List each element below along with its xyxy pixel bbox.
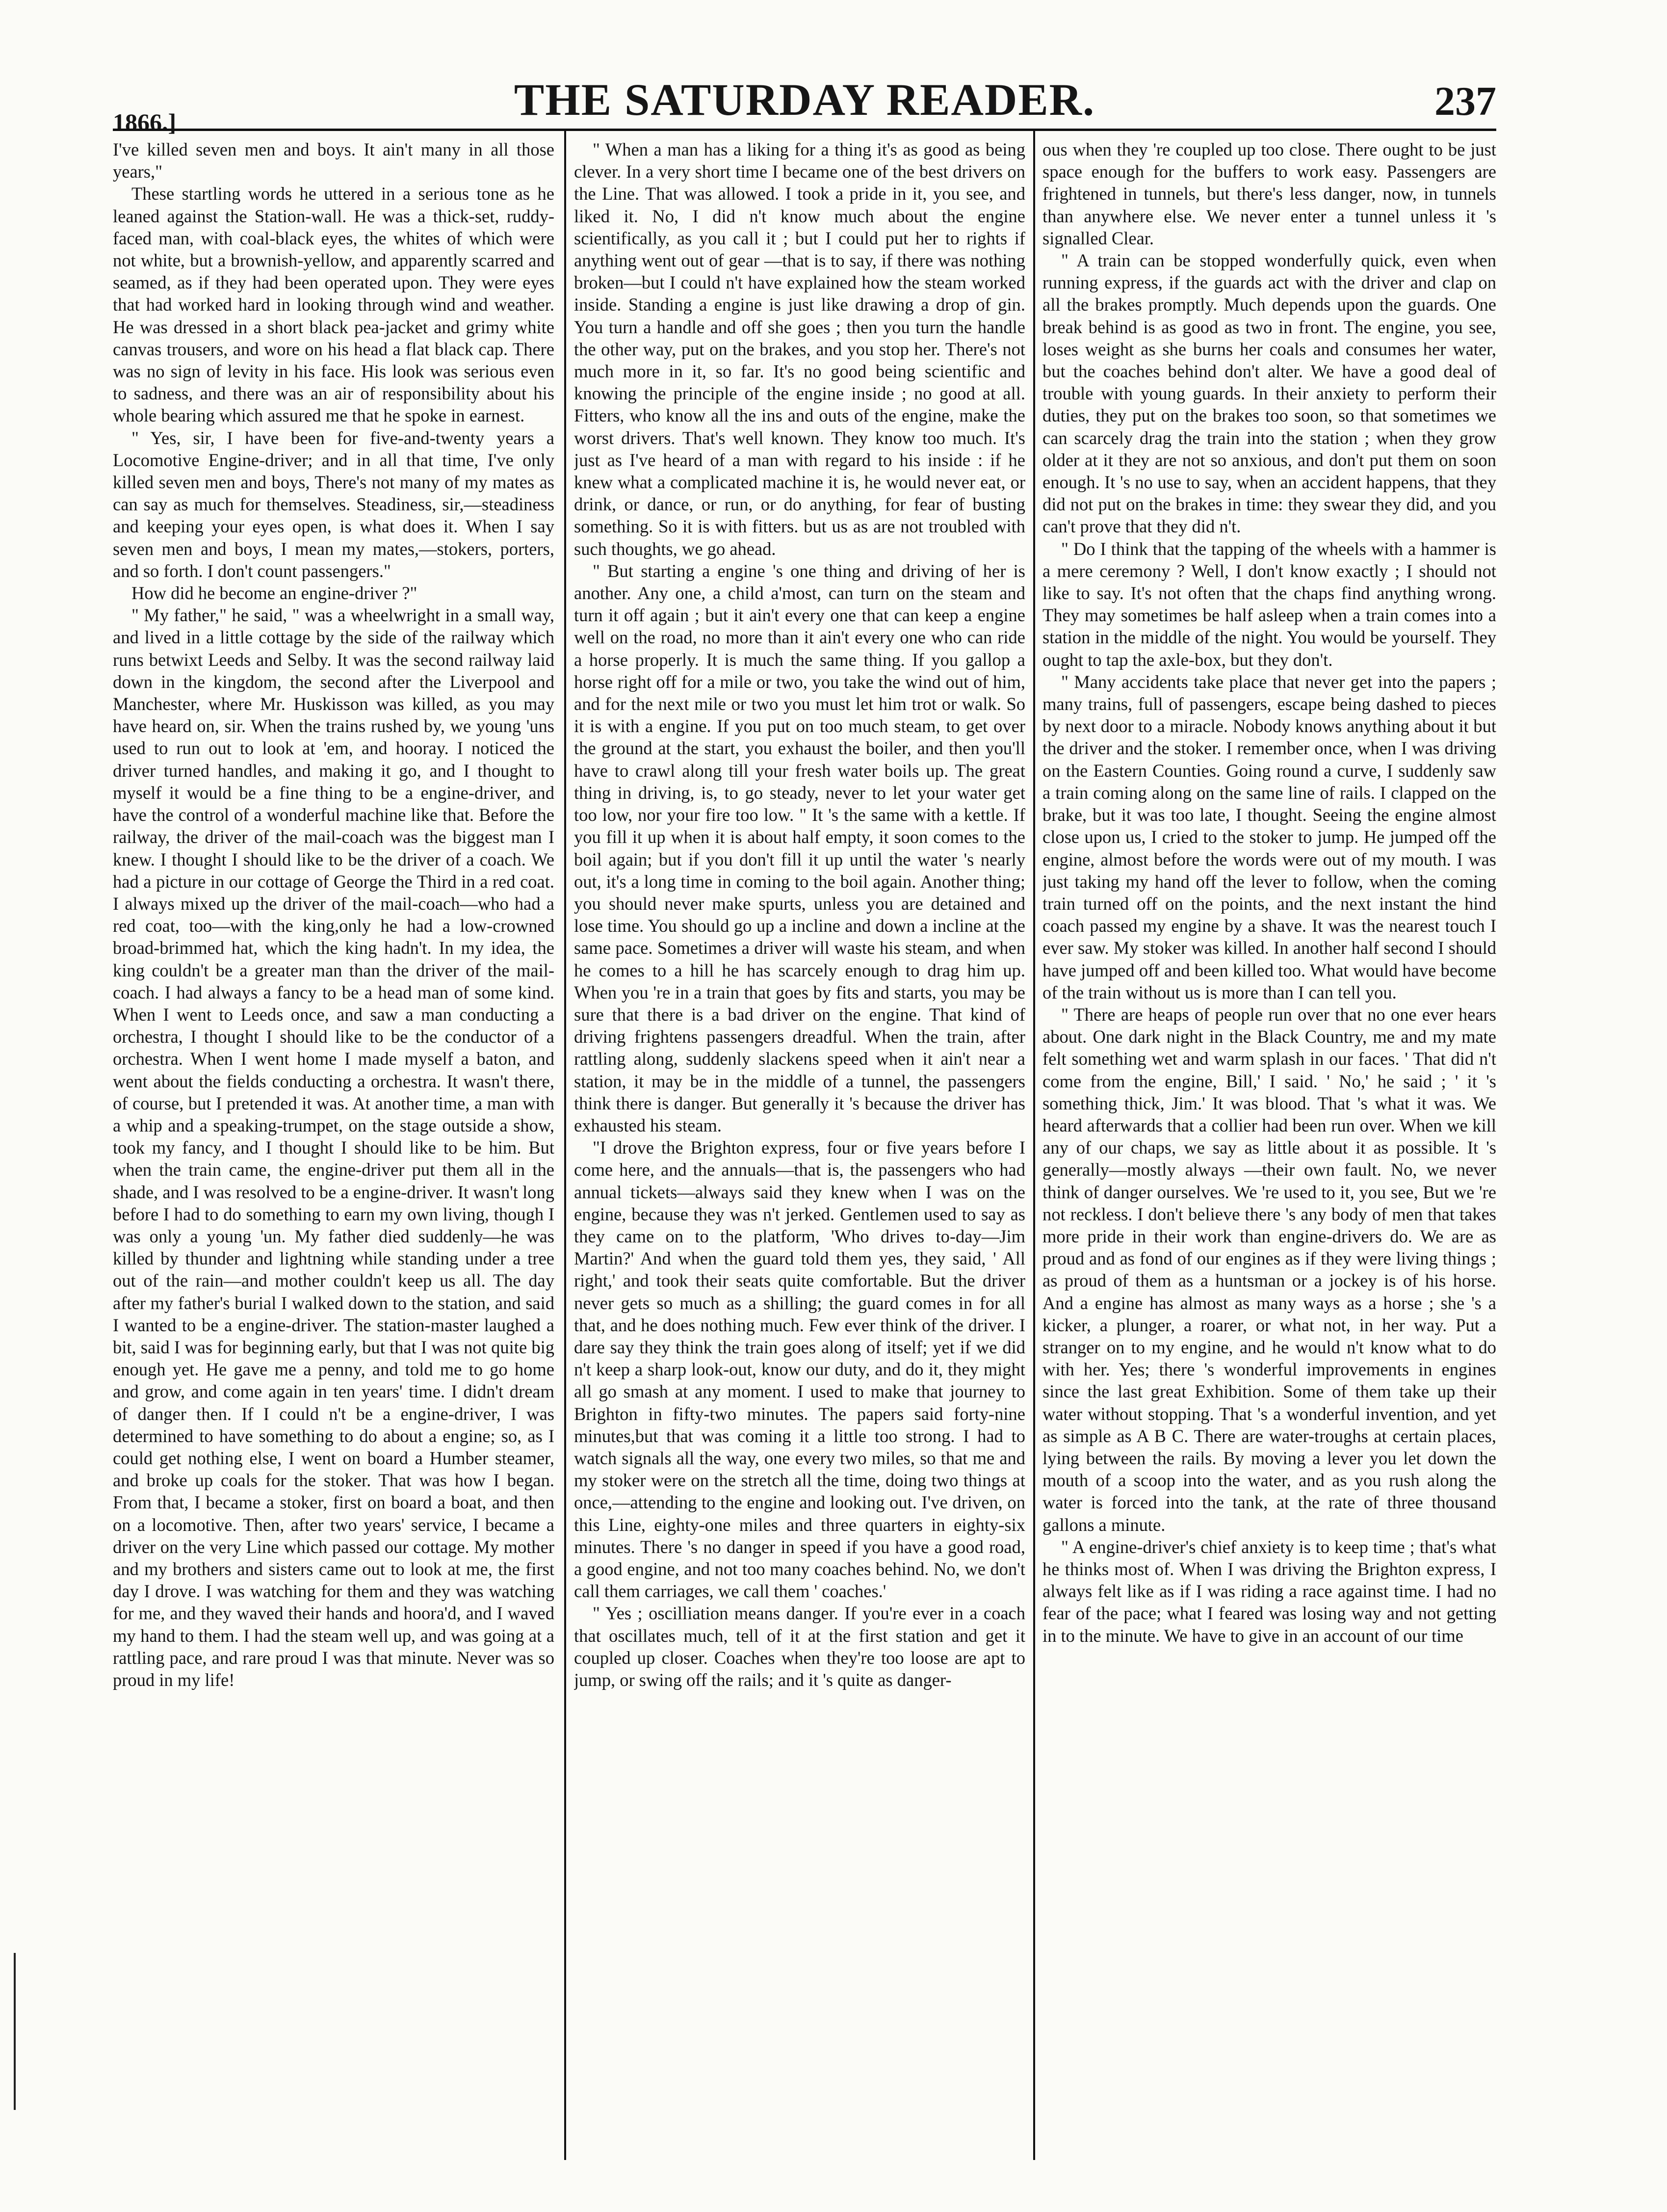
paragraph: "I drove the Brighton express, four or five years before I come here, and the annuals—that is, the passengers who had annual tickets—always said they knew when I was on the engine, because they was n't jerked. Gentlemen used to say as they came on to the platform, 'Who drives to-day—Jim Martin?' And when the guard told them yes, they said, ' All right,' and took their seats quite comfortable. But the driver never gets so much as a shilling; the guard comes in for all that, and he does nothing much. Few ever think of the driver. I dare say they think the train goes along of itself; yet if we did n't keep a sharp look-out, know our duty, and do it, they might all go smash at any moment. I used to make that journey to Brighton in fifty-two minutes. The papers said forty-nine minutes,but that was coming it a little too strong. I had to watch signals all the way, one every two miles, so that me and my stoker were on the stretch all the time, doing two things at once,—attending to the engine and looking out. I've driven, on this Line, eighty-one miles and three quarters in eighty-six minutes. There 's no danger in speed if you have a good road, a good engine, and not too many coaches behind. No, we don't call them carriages, we call them ' coaches.' [574, 1137, 1025, 1602]
paragraph: " When a man has a liking for a thing it's as good as being clever. In a very short time I became one of the best drivers on the Line. That was allowed. I took a pride in it, you see, and liked it. No, I did n't know much about the engine scientifically, as you call it ; but I could put her to rights if anything went out of gear —that is to say, if there was nothing broken—but I could n't have explained how the steam worked inside. Standing a engine is just like drawing a drop of gin. You turn a handle and off she goes ; then you turn the handle the other way, put on the brakes, and you stop her. There's not much more in it, so far. It's no good being scientific and knowing the principle of the engine inside ; no good at all. Fitters, who know all the ins and outs of the engine, make the worst drivers. That's well known. They know too much. It's just as I've heard of a man with regard to his inside : if he knew what a complicated machine it is, he would never eat, or drink, or dance, or run, or do anything, for fear of busting something. So it is with fitters. but us as are not troubled with such thoughts, we go ahead. [574, 139, 1025, 559]
paragraph: How did he become an engine-driver ?" [131, 583, 417, 604]
paragraph: " There are heaps of people run over that no one ever hears about. One dark night in the Black Country, me and my mate felt something wet and warm splash in our faces. ' That did n't come from the engine, Bill,' I said. ' No,' he said ; ' it 's something thick, Jim.' It was blood. That 's what it was. We heard afterwards that a collier had been run over. When we kill any of our chaps, we say as little about it as possible. It 's generally—mostly always —their own fault. No, we never think of danger ourselves. We 're used to it, you see, But we 're not reckless. I don't believe there 's any body of men that takes more pride in their work than engine-drivers do. We are as proud and as fond of our engines as if they were living things ; as proud of them as a huntsman or a jockey is of his horse. And a engine has almost as many ways as a horse ; she 's a kicker, a plunger, a roarer, or what not, in her way. Put a stranger on to my engine, and he would n't know what to do with her. Yes; there 's wonderful improvements in engines since the last great Exhibition. Some of them take up their water without stopping. That 's a wonderful invention, and yet as simple as A B C. There are water-troughs at certain places, lying between the rails. By moving a lever you let down the mouth of a scoop into the water, and as you rush along the water is forced into the tank, at the rate of three thousand gallons a minute. [1042, 1004, 1496, 1535]
paragraph: " My father," he said, " was a wheelwright in a small way, and lived in a little cottage by the side of the railway which runs betwixt Leeds and Selby. It was the second railway laid down in the kingdom, the second after the Liverpool and Manchester, where Mr. Huskisson was killed, as you may have heard on, sir. When the trains rushed by, we young 'uns used to run out to look at 'em, and hooray. I noticed the driver turned handles, and making it go, and I thought to myself it would be a fine thing to be a engine-driver, and have the control of a wonderful machine like that. Before the railway, the driver of the mail-coach was the biggest man I knew. I thought I should like to be the driver of a coach. We had a picture in our cottage of George the Third in a red coat. I always mixed up the driver of the mail-coach—who had a red coat, too—with the king,only he had a low-crowned broad-brimmed hat, which the king hadn't. In my idea, the king couldn't be a greater man than the driver of the mail-coach. I had always a fancy to be a head man of some kind. When I went to Leeds once, and saw a man conducting a orchestra, I thought I should like to be the conductor of a orchestra. When I went home I made myself a baton, and went about the fields conducting a orchestra. It wasn't there, of course, but I pretended it was. At another time, a man with a whip and a speaking-trumpet, on the stage outside a show, took my fancy, and I thought I should like to be him. But when the train came, the engine-driver put them all in the shade, and I was resolved to be a engine-driver. It wasn't long before I had to do something to earn my own living, though I was only a young 'un. My father died suddenly—he was killed by thunder and lightning while standing under a tree out of the rain—and mother couldn't keep us all. The day after my father's burial I walked down to the station, and said I wanted to be a engine-driver. The station-master laughed a bit, said I was for beginning early, but that I was not quite big enough yet. He gave me a penny, and told me to go home and grow, and come again in ten years' time. I didn't dream of danger then. If I could n't be a engine-driver, I was determined to have something to do about a engine; so, as I could get nothing else, I went on board a Humber steamer, and broke up coals for the stoker. That was how I began. From that, I became a stoker, first on board a boat, and then on a locomotive. Then, after two years' service, I became a driver on the very Line which passed our cottage. My mother and my brothers and sisters came out to look at me, the first day I drove. I was watching for them and they was watching for me, and they waved their hands and hoora'd, and I waved my hand to them. I had the steam well up, and was going at a rattling pace, and rare proud I was that minute. Never was so proud in my life! [113, 605, 554, 1690]
article-column-3 [1042, 138, 1496, 2189]
header-year: 1866.] [113, 108, 177, 136]
paragraph: " Do I think that the tapping of the wheels with a hammer is a mere ceremony ? Well, I don't know exactly ; I should not like to say. It's not often that the chaps find anything wrong. They may sometimes be half asleep when a train comes into a station in the middle of the night. You would be yourself. They ought to tap the axle-box, but they don't. [1042, 538, 1496, 670]
paragraph: " Yes, sir, I have been for five-and-twenty years a Locomotive Engine-driver; and in all that time, I've only killed seven men and boys, There's not many of my mates as can say as much for themselves. Steadiness, sir,—steadiness and keeping your eyes open, is what does it. When I say seven men and boys, I mean my mates,—stokers, porters, and so forth. I don't count passengers." [113, 427, 554, 581]
publication-title: THE SATURDAY READER. [514, 75, 1095, 125]
paragraph: I've killed seven men and boys. It ain't many in all those years," [113, 139, 554, 182]
paragraph: These startling words he uttered in a serious tone as he leaned against the Station-wall. He was a thick-set, ruddy-faced man, with coal-black eyes, the whites of which were not white, but a brownish-yellow, and apparently scarred and seamed, as if they had been operated upon. They were eyes that had worked hard in looking through wind and weather. He was dressed in a short black pea-jacket and grimy white canvas trousers, and wore on his head a flat black cap. There was no sign of levity in his face. His look was serious even to sadness, and there was an air of responsibility about his whole bearing which assured me that he spoke in earnest. [113, 184, 554, 426]
paragraph: " Many accidents take place that never get into the papers ; many trains, full of passengers, escape being dashed to pieces by next door to a miracle. Nobody knows anything about it but the driver and the stoker. I remember once, when I was driving on the Eastern Counties. Going round a curve, I suddenly saw a train coming along on the same line of rails. I clapped on the brake, but it was too late, I thought. Seeing the engine almost close upon us, I cried to the stoker to jump. He jumped off the engine, almost before the words were out of my mouth. I was just taking my hand off the lever to follow, when the coming train turned off on the points, and the next instant the hind coach passed my engine by a shave. It was the nearest touch I ever saw. My stoker was killed. In another half second I should have jumped off and been killed too. What would have become of the train without us is more than I can tell you. [1042, 671, 1496, 1002]
page-number: 237 [1434, 79, 1496, 124]
paragraph: " A train can be stopped wonderfully quick, even when running express, if the guards act with the driver and clap on all the brakes promptly. Much depends upon the guards. One break behind is as good as two in front. The engine, you see, loses weight as she burns her coals and consumes her water, but the coaches behind don't alter. We have a good deal of trouble with young guards. In their anxiety to perform their duties, they put on the brakes too soon, so that sometimes we can scarcely drag the train into the station ; when they grow older at it they are not so anxious, and don't put them on soon enough. It 's no use to say, when an accident happens, that they did not put on the brakes in time: they swear they did, and you can't prove that they did n't. [1042, 250, 1496, 537]
paragraph: ous when they 're coupled up too close. There ought to be just space enough for the buffers to work easy. Passengers are frightened in tunnels, but there's less danger, now, in tunnels than anywhere else. We never enter a tunnel unless it 's signalled Clear. [1042, 139, 1496, 248]
header-rule [113, 129, 1496, 131]
column-divider-1 [564, 129, 566, 2160]
article-column-2 [574, 138, 1025, 2189]
paragraph: " Yes ; oscilliation means danger. If you're ever in a coach that oscillates much, tell of it at the first station and get it coupled up closer. Coaches when they're too loose are apt to jump, or swing off the rails; and it 's quite as danger- [574, 1603, 1025, 1690]
margin-rule [14, 1953, 16, 2110]
article-column-1 [113, 138, 554, 2189]
paragraph: " A engine-driver's chief anxiety is to keep time ; that's what he thinks most of. When I was driving the Brighton express, I always felt like as if I was riding a race against time. I had no fear of the pace; what I feared was losing way and not getting in to the minute. We have to give in an account of our time [1042, 1536, 1496, 1646]
paragraph: " But starting a engine 's one thing and driving of her is another. Any one, a child a'most, can turn on the steam and turn it off again ; but it ain't every one that can keep a engine well on the road, no more than it ain't every one who can ride a horse properly. It is much the same thing. If you gallop a horse right off for a mile or two, you take the wind out of him, and for the next mile or two you must let him trot or walk. So it is with a engine. If you put on too much steam, to get over the ground at the start, you exhaust the boiler, and then you'll have to crawl along till your fresh water boils up. The great thing in driving, is, to go steady, never to let your water get too low, nor your fire too low. " It 's the same with a kettle. If you fill it up when it is about half empty, it soon comes to the boil again; but if you don't fill it up until the water 's nearly out, it's a long time in coming to the boil again. Another thing; you should never make spurts, unless you are detained and lose time. You should go up a incline and down a incline at the same pace. Sometimes a driver will waste his steam, and when he comes to a hill he has scarcely enough to drag him up. When you 're in a train that goes by fits and starts, you may be sure that there is a bad driver on the engine. That kind of driving frightens passengers dreadful. When the train, after rattling along, suddenly slackens speed when it ain't near a station, it may be in the middle of a tunnel, the passengers think there is danger. But generally it 's because the driver has exhausted his steam. [574, 560, 1025, 1135]
column-divider-2 [1033, 129, 1035, 2160]
page-header [113, 69, 1496, 142]
